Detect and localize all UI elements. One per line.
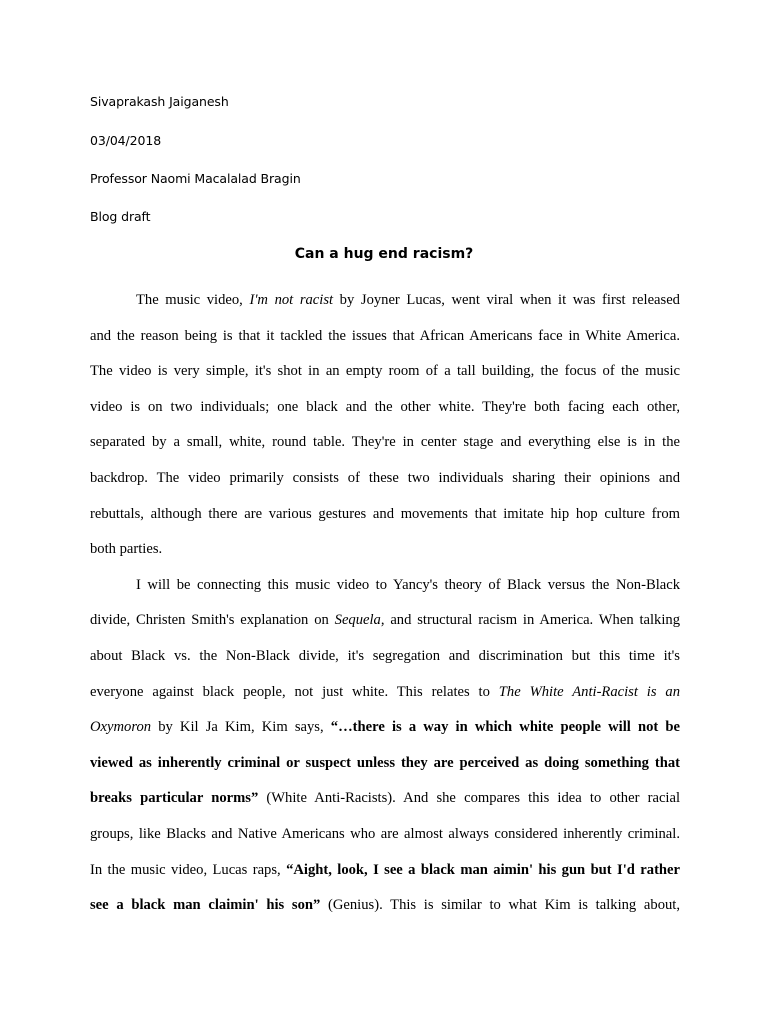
author-name: Sivaprakash Jaiganesh xyxy=(90,94,229,109)
text-line: rebuttals, although there are various gestures and movements that imitate hip hop culture from xyxy=(90,505,680,522)
text-line: Oxymoron by Kil Ja Kim, Kim says, “…there is a way in which white people will not be xyxy=(90,719,680,736)
assignment-label: Blog draft xyxy=(90,209,151,224)
book-title: The White Anti-Racist is an xyxy=(498,683,681,700)
text-line: backdrop. The video primarily consists of these two individuals sharing their opinions and xyxy=(90,469,680,486)
song-title: I'm not racist xyxy=(249,292,334,308)
paragraph-2 xyxy=(90,568,680,924)
text-line: separated by a small, white, round table. They're in center stage and everything else is in the xyxy=(90,434,680,451)
text-line: The music video, I'm not racist by Joyner Lucas, went viral when it was first released xyxy=(136,292,680,308)
paragraph-1 xyxy=(90,283,680,568)
text-line: see a black man claimin' his son” (Genius). This is similar to what Kim is talking about, xyxy=(90,897,680,914)
quote-text: “Aight, look, I see a black man aimin' his gun but I'd rather xyxy=(286,861,680,878)
quote-text: “…there is a way in which white people will not be xyxy=(330,719,680,736)
text-line: breaks particular norms” (White Anti-Racists). And she compares this idea to other racial xyxy=(90,790,681,807)
document-title: Can a hug end racism? xyxy=(294,246,474,262)
book-title: Oxymoron xyxy=(90,719,152,736)
date-line: 03/04/2018 xyxy=(90,133,162,148)
text-line: I will be connecting this music video to Yancy's theory of Black versus the Non-Black xyxy=(136,576,680,593)
text-line: In the music video, Lucas raps, “Aight, look, I see a black man aimin' his gun but I'd rather xyxy=(90,861,680,878)
italic-term: Sequela xyxy=(334,612,381,629)
quote-text: see a black man claimin' his son” xyxy=(90,897,321,914)
text-line: divide, Christen Smith's explanation on Sequela, and structural racism in America. When talking xyxy=(90,612,680,629)
text-line: groups, like Blacks and Native Americans who are almost always considered inherently criminal. xyxy=(90,825,680,842)
document-body xyxy=(90,283,680,924)
text-line: video is on two individuals; one black and the other white. They're both facing each other, xyxy=(90,398,680,415)
text-line xyxy=(90,746,680,782)
text-line: and the reason being is that it tackled the issues that African Americans face in White America. xyxy=(90,327,680,344)
quote-text: breaks particular norms” xyxy=(90,790,259,807)
text-line: The video is very simple, it's shot in an empty room of a tall building, the focus of the music xyxy=(90,363,680,380)
text-line: everyone against black people, not just white. This relates to The White Anti-Racist is an xyxy=(90,683,681,700)
professor-name: Professor Naomi Macalalad Bragin xyxy=(90,171,301,186)
text-line: about Black vs. the Non-Black divide, it's segregation and discrimination but this time it's xyxy=(90,647,680,664)
text-line: both parties. xyxy=(90,541,163,558)
quote-text: viewed as inherently criminal or suspect unless they are perceived as doing something that xyxy=(90,754,680,771)
